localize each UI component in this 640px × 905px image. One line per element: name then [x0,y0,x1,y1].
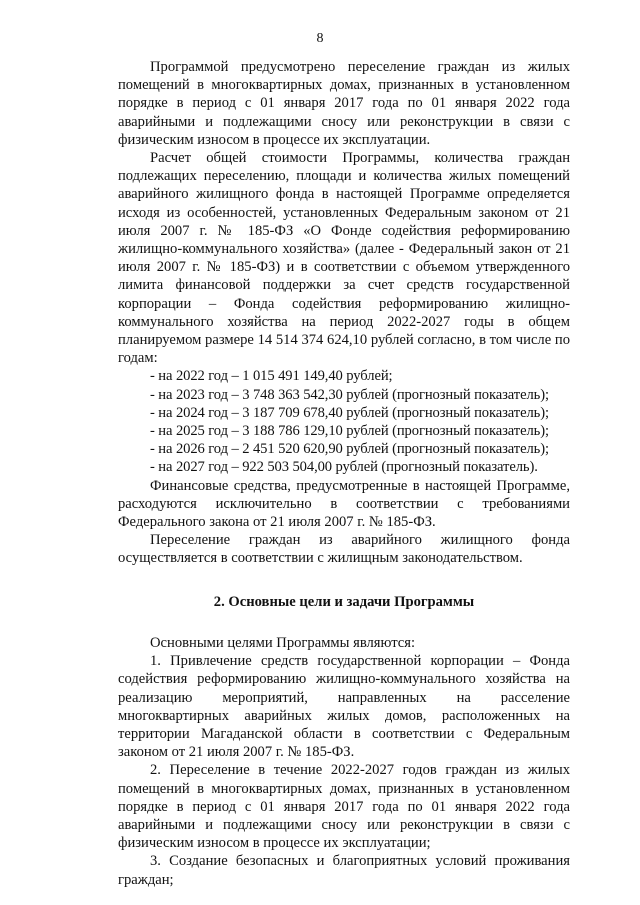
list-item: - на 2024 год – 3 187 709 678,40 рублей (прогнозный показатель); [150,404,549,421]
paragraph-goal-2: 2. Переселение в течение 2022-2027 годов граждан из жилых помещений в многоквартирных домах, признанных в установленном порядке в период с 01 января 2017 года по 01 января 2022 года аварийными и подлежащими сносу или реконструкции в связи с физическим износом в процессе их эксплуатации; [118,762,570,852]
paragraph-goals-intro: Основными целями Программы являются: [150,634,416,651]
paragraph-goal-1: 1. Привлечение средств государственной корпорации – Фонда содействия реформированию жилищно-коммунального хозяйства на реализацию мероприятий, направленных на расселение многоквартирных аварийных жилых домов, расположенных на территории Магаданской области в соответствии с Федеральным законом от 21 июля 2007 г. № 185-ФЗ. [118,653,570,761]
paragraph-program-cost: Расчет общей стоимости Программы, количества граждан подлежащих переселению, площади и количества жилых помещений аварийного жилищного фонда в настоящей Программе определяется исходя из особенностей, установленных Федеральным законом от 21 июля 2007 г. № 185-ФЗ «О Фонде содействия реформированию жилищно-коммунального хозяйства» (далее - Федеральный закон от 21 июля 2007 г. № 185-ФЗ) и в соответствии с объемом утвержденного лимита финансовой поддержки за счет средств государственной корпорации – Фонда содействия реформированию жилищно-коммунального хозяйства на период 2022-2027 годы в общем планируемом размере 14 514 374 624,10 рублей согласно, в том числе по годам: [118,150,570,367]
list-item: - на 2027 год – 922 503 504,00 рублей (прогнозный показатель). [150,459,538,476]
paragraph-financing: Финансовые средства, предусмотренные в настоящей Программе, расходуются исключительно в соответствии с требованиями Федерального закона от 21 июля 2007 г. № 185-ФЗ. [118,477,570,531]
list-item: - на 2023 год – 3 748 363 542,30 рублей (прогнозный показатель); [150,386,549,403]
section-heading: 2. Основные цели и задачи Программы [213,593,475,610]
yearly-amounts-list [118,367,570,476]
paragraph-goal-3: 3. Создание безопасных и благоприятных условий проживания граждан; [118,853,570,888]
list-item: - на 2026 год – 2 451 520 620,90 рублей (прогнозный показатель); [150,441,549,458]
list-item: - на 2022 год – 1 015 491 149,40 рублей; [150,368,393,385]
document-body [118,58,570,889]
paragraph-resettlement: Программой предусмотрено переселение граждан из жилых помещений в многоквартирных домах, признанных в установленном порядке в период с 01 января 2017 года по 01 января 2022 года аварийными и подлежащими сносу или реконструкции в связи с физическим износом в процессе их эксплуатации. [118,59,570,148]
paragraph-housing-law: Переселение граждан из аварийного жилищного фонда осуществляется в соответствии с жилищным законодательством. [118,532,570,567]
list-item: - на 2025 год – 3 188 786 129,10 рублей (прогнозный показатель); [150,423,549,440]
page-number: 8 [316,31,324,46]
